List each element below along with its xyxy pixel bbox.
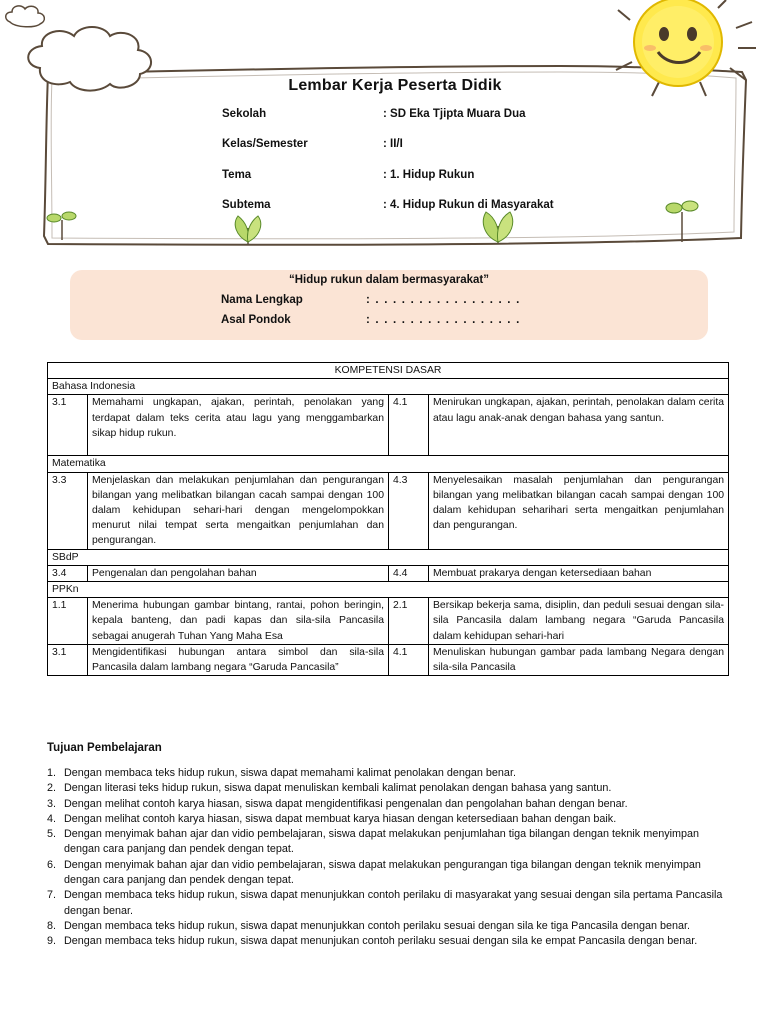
list-item [47, 781, 723, 796]
kd-text: Pengenalan dan pengolahan bahan [88, 565, 389, 581]
sprout-icon [47, 212, 76, 240]
kd-code: 3.1 [48, 644, 88, 675]
list-number: 5. [47, 828, 57, 841]
subject-row [48, 549, 729, 565]
origin-row [221, 314, 521, 326]
sun-icon [616, 0, 756, 96]
kd-text: Memahami ungkapan, ajakan, perintah, penolakan yang terdapat dalam teks cerita atau lagu yang menggambarkan sikap hidup rukun. [88, 395, 389, 456]
name-label: Nama Lengkap [221, 294, 303, 306]
document-title: Lembar Kerja Peserta Didik [288, 77, 502, 94]
list-number: 8. [47, 919, 57, 932]
kd-code: 2.1 [389, 598, 429, 645]
list-text: Dengan melihat contoh karya hiasan, siswa dapat mengidentifikasi pengenalan dan pengolahan bahan dengan benar. [64, 797, 628, 810]
subject-row [48, 379, 729, 395]
list-number: 2. [47, 782, 57, 795]
list-number: 9. [47, 935, 57, 948]
list-text: Dengan menyimak bahan ajar dan vidio pembelajaran, siswa dapat melakukan pengurangan tiga bilangan dengan teknik menyimpan dengan cara panjang dan pendek dengan tepat. [64, 858, 701, 887]
list-item [47, 812, 723, 827]
table-row [48, 565, 729, 581]
info-label: Subtema [222, 199, 271, 211]
name-field[interactable]: : . . . . . . . . . . . . . . . . . [366, 294, 521, 306]
kd-text: Bersikap bekerja sama, disiplin, dan peduli sesuai dengan sila-sila Pancasila dalam lambang negara “Garuda Pancasila dalam kehidupan sehari-hari [429, 598, 729, 645]
list-item [47, 858, 723, 889]
list-text: Dengan melihat contoh karya hiasan, siswa dapat membuat karya hiasan dengan ketersediaan bahan dengan baik. [64, 812, 617, 825]
cloud-icon [28, 27, 151, 91]
kd-text: Mengidentifikasi hubungan antara simbol dan sila-sila Pancasila dalam lambang negara “Garuda Pancasila” [88, 644, 389, 675]
list-number: 6. [47, 858, 57, 871]
kd-text: Menjelaskan dan melakukan penjumlahan dan pengurangan bilangan yang melibatkan bilangan cacah sampai dengan 100 dalam kehidupan sehari-hari dengan mengelompokkan menurut nilai tempat serta mengaitkan penjumlahan dan pengurangan. [88, 472, 389, 549]
info-value: : SD Eka Tjipta Muara Dua [383, 108, 526, 120]
cloud-icon [6, 6, 45, 27]
kd-code: 1.1 [48, 598, 88, 645]
kd-code: 4.3 [389, 472, 429, 549]
origin-field[interactable]: : . . . . . . . . . . . . . . . . . [366, 314, 521, 326]
kd-code: 3.3 [48, 472, 88, 549]
sprout-icon [483, 212, 512, 244]
list-item [47, 934, 723, 949]
subject-row [48, 582, 729, 598]
kd-text: Menirukan ungkapan, ajakan, perintah, penolakan dalam cerita atau lagu anak-anak dengan bahasa yang santun. [429, 395, 729, 456]
table-header-row [48, 363, 729, 379]
name-row [221, 294, 521, 306]
table-row [48, 644, 729, 675]
info-value: : 4. Hidup Rukun di Masyarakat [383, 199, 554, 211]
sprout-icon [666, 201, 698, 242]
kd-code: 4.1 [389, 395, 429, 456]
kd-code: 4.4 [389, 565, 429, 581]
list-number: 1. [47, 767, 57, 779]
kd-text: Menuliskan hubungan gambar pada lambang Negara dengan sila-sila Pancasila [429, 644, 729, 675]
identity-box [70, 270, 708, 340]
kd-text: Menerima hubungan gambar bintang, rantai, pohon beringin, kepala banteng, dan padi kapas dan sila-sila Pancasila sebagai anugerah Tuhan Yang Maha Esa [88, 598, 389, 645]
goals-title: Tujuan Pembelajaran [47, 742, 162, 754]
subject-name: Matematika [48, 456, 729, 472]
list-text: Dengan membaca teks hidup rukun, siswa dapat menunjukkan contoh perilaku di masyarakat yang sesuai dengan sila pertama Pancasila dengan benar. [64, 889, 723, 917]
subject-name: Bahasa Indonesia [48, 379, 729, 395]
list-text: Dengan membaca teks hidup rukun, siswa dapat menunjukan contoh perilaku sesuai dengan sila ke empat Pancasila dengan benar. [64, 935, 698, 948]
kd-text: Menyelesaikan masalah penjumlahan dan pengurangan bilangan yang melibatkan bilangan cacah sampai dengan 100 dalam kehidupan seharihari serta mengaitkan penjumlahan dan pengurangan. [429, 472, 729, 549]
info-label: Sekolah [222, 108, 267, 120]
list-item [47, 797, 723, 812]
list-text: Dengan literasi teks hidup rukun, siswa dapat menuliskan kembali kalimat penolakan dengan bahasa yang santun. [64, 782, 612, 795]
sprout-icon [235, 216, 261, 244]
table-heading: KOMPETENSI DASAR [48, 363, 729, 379]
subject-row [48, 456, 729, 472]
list-text: Dengan membaca teks hidup rukun, siswa dapat menunjukkan contoh perilaku sesuai dengan sila ke tiga Pancasila dengan benar. [64, 919, 691, 932]
competence-table [47, 362, 729, 676]
table-row [48, 598, 729, 645]
list-text: Dengan membaca teks hidup rukun, siswa dapat memahami kalimat penolakan dengan benar. [64, 767, 516, 779]
list-number: 3. [47, 797, 57, 810]
list-item [47, 766, 723, 781]
subject-name: SBdP [48, 549, 729, 565]
list-number: 7. [47, 889, 57, 902]
header-frame [0, 0, 768, 260]
list-item [47, 827, 723, 858]
kd-code: 4.1 [389, 644, 429, 675]
info-value: : 1. Hidup Rukun [383, 169, 475, 181]
info-value: : II/I [383, 138, 403, 150]
info-label: Kelas/Semester [222, 138, 308, 150]
kd-code: 3.4 [48, 565, 88, 581]
origin-label: Asal Pondok [221, 314, 291, 326]
kd-code: 3.1 [48, 395, 88, 456]
kd-text: Membuat prakarya dengan ketersediaan bahan [429, 565, 729, 581]
info-label: Tema [222, 169, 252, 181]
motto: “Hidup rukun dalam bermasyarakat” [288, 274, 490, 286]
subject-name: PPKn [48, 582, 729, 598]
list-item [47, 888, 723, 919]
list-text: Dengan menyimak bahan ajar dan vidio pembelajaran, siswa dapat melakukan penjumlahan tiga bilangan dengan teknik menyimpan dengan cara panjang dan pendek dengan tepat. [64, 828, 700, 856]
list-item [47, 919, 723, 934]
table-row [48, 395, 729, 456]
list-number: 4. [47, 812, 57, 825]
table-row [48, 472, 729, 549]
goals-list [47, 766, 723, 950]
